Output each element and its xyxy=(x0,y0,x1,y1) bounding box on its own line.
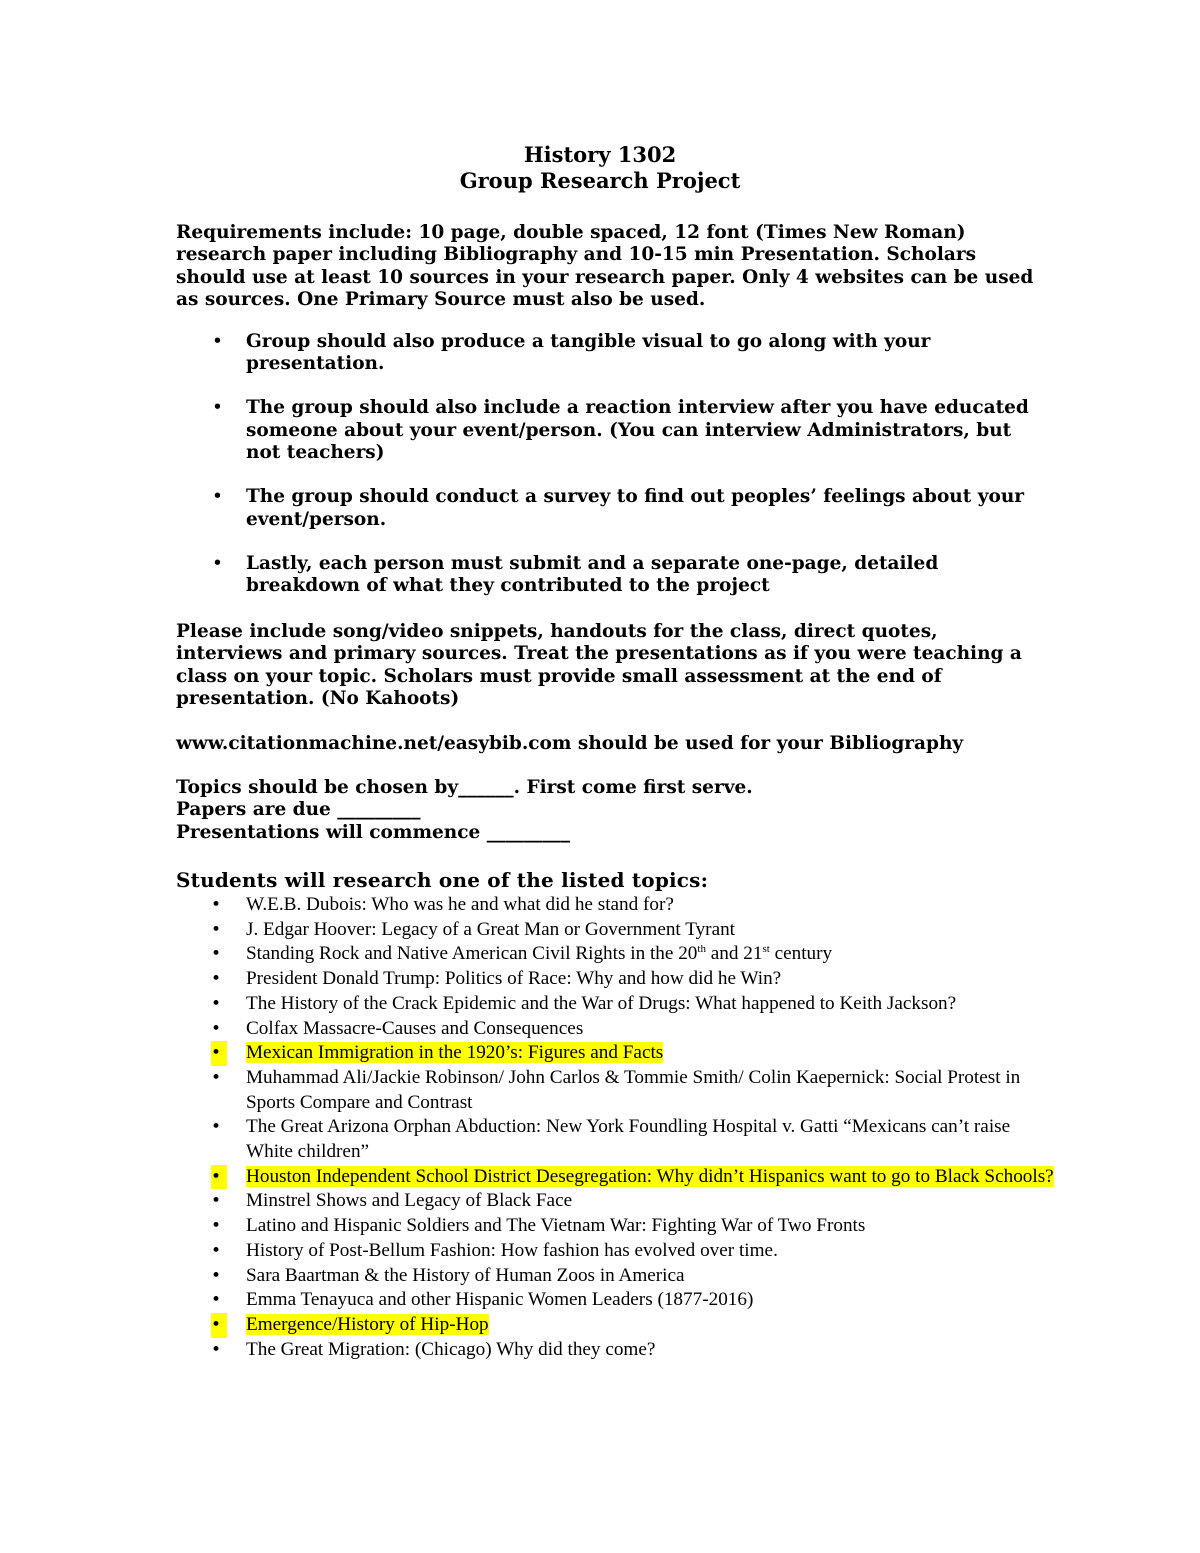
bullet-icon: • xyxy=(212,397,223,419)
bullet-icon: • xyxy=(211,993,222,1014)
topic-text xyxy=(246,968,781,989)
topic-text xyxy=(246,1042,663,1063)
bullet-icon: • xyxy=(212,552,223,574)
papers-deadline: Papers are due _________ xyxy=(176,799,421,821)
topic-item xyxy=(176,1115,1056,1164)
topic-text-part: W.E.B. Dubois: Who was he and what did he stand for? xyxy=(246,894,674,915)
bullet-icon: • xyxy=(211,1240,222,1261)
bullet-text: Group should also produce a tangible visual to go along with your presentation. xyxy=(246,331,931,375)
list-item xyxy=(176,486,1046,531)
topics-heading: Students will research one of the listed topics: xyxy=(176,868,709,892)
bullet-icon: • xyxy=(212,486,223,508)
bullet-icon: • xyxy=(212,331,223,352)
topic-item xyxy=(176,967,1056,992)
topic-text-part: Sara Baartman & the History of Human Zoos in America xyxy=(246,1264,685,1286)
topic-text xyxy=(246,1265,685,1286)
list-item xyxy=(176,397,1046,464)
topic-text-part: The History of the Crack Epidemic and the War of Drugs: What happened to Keith Jackson? xyxy=(246,992,957,1014)
topics-deadline: Topics should be chosen by______. First come first serve. xyxy=(176,777,753,798)
topic-text-part: History of Post-Bellum Fashion: How fashion has evolved over time. xyxy=(246,1239,778,1261)
topic-text xyxy=(246,919,735,940)
topic-text-part: President Donald Trump: Politics of Race: Why and how did he Win? xyxy=(246,968,782,990)
document-title: History 1302 xyxy=(523,142,677,167)
bullet-icon: • xyxy=(211,1117,222,1138)
topic-item xyxy=(176,1239,1056,1264)
topic-item xyxy=(176,1313,1056,1338)
topic-text xyxy=(246,1314,489,1335)
topic-text-part: Minstrel Shows and Legacy of Black Face xyxy=(246,1190,573,1212)
bullet-text: The group should also include a reaction interview after you have educated someone about your event/person. (You can interview Administrators, but not teachers) xyxy=(246,397,1029,464)
topic-text xyxy=(246,1339,655,1360)
presentations-deadline: Presentations will commence _________ xyxy=(176,821,570,843)
bullet-icon: • xyxy=(211,1313,227,1338)
bibliography-note: www.citationmachine.net/easybib.com should be used for your Bibliography xyxy=(176,733,964,754)
topic-item xyxy=(176,1288,1056,1313)
topic-text xyxy=(246,1116,1010,1162)
bullet-icon: • xyxy=(211,1265,222,1286)
requirements-paragraph: Requirements include: 10 page, double spaced, 12 font (Times New Roman) research paper including Bibliography and 10-15 min Presentation. Scholars should use at least 10 sources in your research paper. Only 4 websites can be used as sources. One Primary Source must also be used. xyxy=(176,222,1034,311)
topic-text-part: and 21 xyxy=(705,943,763,965)
topics-list xyxy=(176,893,1056,1362)
topic-text-part: Muhammad Ali/Jackie Robinson/ John Carlos & Tommie Smith/ Colin Kaepernick: Social Protest in Sports Compare and Contrast xyxy=(246,1066,1021,1113)
topic-item xyxy=(176,992,1056,1017)
deadlines-block xyxy=(176,777,1046,844)
topic-text xyxy=(246,894,674,915)
topic-text-part: Houston Independent School District Desegregation: Why didn’t Hispanics want to go to Black Schools? xyxy=(246,1165,1054,1187)
topic-text xyxy=(246,1190,572,1211)
topic-item xyxy=(176,1165,1056,1190)
topic-text-part: Latino and Hispanic Soldiers and The Vietnam War: Fighting War of Two Fronts xyxy=(246,1215,866,1237)
topic-item xyxy=(176,918,1056,943)
topic-superscript: th xyxy=(697,943,706,956)
topic-item xyxy=(176,1214,1056,1239)
document-subtitle: Group Research Project xyxy=(459,168,741,193)
topic-text-part: Colfax Massacre-Causes and Consequences xyxy=(246,1017,584,1039)
topic-text-part: The Great Migration: (Chicago) Why did they come? xyxy=(246,1338,656,1360)
bullet-icon: • xyxy=(211,919,222,940)
topic-text xyxy=(246,943,832,964)
topic-item xyxy=(176,1066,1056,1115)
bullet-icon: • xyxy=(211,944,222,965)
bullet-icon: • xyxy=(211,969,222,990)
topic-item xyxy=(176,1264,1056,1289)
topic-text-part: Emma Tenayuca and other Hispanic Women Leaders (1877-2016) xyxy=(246,1289,754,1311)
topic-item xyxy=(176,1338,1056,1363)
topic-item xyxy=(176,1017,1056,1042)
topic-text xyxy=(246,1289,753,1310)
topic-text-part: J. Edgar Hoover: Legacy of a Great Man or Government Tyrant xyxy=(246,918,736,940)
topic-text-part: century xyxy=(769,943,833,965)
list-item xyxy=(176,553,1046,598)
presentation-guidelines-paragraph: Please include song/video snippets, handouts for the class, direct quotes, interviews and primary sources. Treat the presentations as if you were teaching a class on your topic. Scholars must provide small assessment at the end of presentation. (No Kahoots) xyxy=(176,621,1022,710)
bullet-icon: • xyxy=(211,1018,222,1039)
bullet-icon: • xyxy=(211,1067,222,1088)
bullet-icon: • xyxy=(211,1339,222,1360)
bullet-icon: • xyxy=(211,1216,222,1237)
bullet-icon: • xyxy=(211,1191,222,1212)
topic-text-part: Emergence/History of Hip-Hop xyxy=(246,1313,489,1335)
topic-text xyxy=(246,1166,1054,1187)
bullet-icon: • xyxy=(211,1041,227,1066)
bullet-text: Lastly, each person must submit and a separate one-page, detailed breakdown of what they contributed to the project xyxy=(246,552,939,597)
bullet-icon: • xyxy=(211,895,222,915)
list-item xyxy=(176,331,1046,376)
topic-text xyxy=(246,1018,583,1039)
topic-text xyxy=(246,993,956,1014)
topic-text xyxy=(246,1067,1020,1113)
topic-text-part: Standing Rock and Native American Civil Rights in the 20 xyxy=(246,943,698,965)
topic-item xyxy=(176,1041,1056,1066)
topic-item xyxy=(176,1189,1056,1214)
topic-superscript: st xyxy=(762,943,770,956)
requirements-bullet-list xyxy=(176,331,1046,619)
topic-item xyxy=(176,893,1056,918)
bullet-icon: • xyxy=(211,1165,227,1190)
topic-item xyxy=(176,942,1056,967)
topic-text xyxy=(246,1240,778,1261)
bullet-icon: • xyxy=(211,1290,222,1311)
topic-text-part: Mexican Immigration in the 1920’s: Figures and Facts xyxy=(246,1042,664,1064)
topic-text-part: The Great Arizona Orphan Abduction: New York Foundling Hospital v. Gatti “Mexicans can’t raise White children” xyxy=(246,1116,1011,1163)
topic-text xyxy=(246,1215,865,1236)
bullet-text: The group should conduct a survey to find out peoples’ feelings about your event/person. xyxy=(246,486,1025,530)
